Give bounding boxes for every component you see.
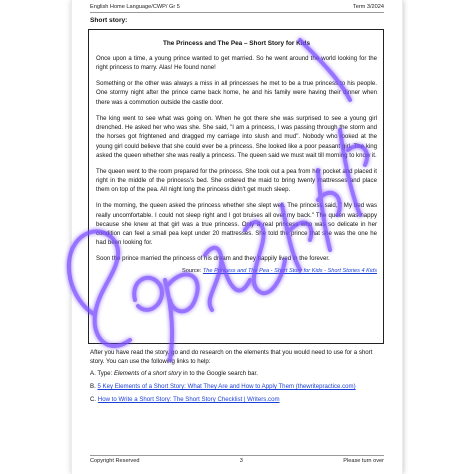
research-item-a <box>90 369 384 378</box>
item-a-label: A. <box>90 369 96 377</box>
story-paragraph-3: The king went to see what was going on. When he got there she was surprised to see a young girl drenched. He asked her who was she. She said, "I am a princess, I was passing through the storm and the horses got frightened and dragged my carriage into slush and mud". Nobody who looked at the young girl could believe that she could ever be a princess. She looked like a poor peasant girl. The king asked the queen whether she was really a princess. The queen said we must wait till morning to know it. <box>96 114 377 159</box>
story-paragraph-4: The queen went to the room prepared for the princess. She took out a pea from her pocket and placed it right in the middle of the princess's bed. She ordered the maid to bring twenty mattresses and place them on top of the pea. All night long the princess didn't get much sleep. <box>96 167 377 194</box>
header-subject: English Home Language/CWP/ Gr 5 <box>90 4 180 10</box>
item-c-link[interactable]: How to Write a Short Story: The Short Story Checklist | Writers.com <box>97 396 280 404</box>
source-prefix: Source: <box>182 268 203 275</box>
header-term: Term 3/2024 <box>352 4 384 10</box>
research-item-c <box>90 395 384 404</box>
story-paragraph-2: Something or the other was always a miss in all princesses he met to be a true princess to his people. One stormy night after the prince came back home, he and his family were having their dinner when there was a commotion outside the castle door. <box>96 80 377 106</box>
item-a-prefix: Type: <box>97 369 114 377</box>
story-paragraph-1: Once upon a time, a young prince wanted to get married. So he went around the world looking for the right princess to marry. Alas! He found none! <box>96 55 377 72</box>
item-b-link[interactable]: 5 Key Elements of a Short Story: What They Are and How to Apply Them (thewritepractice.com) <box>97 382 356 390</box>
item-b-label: B. <box>90 382 96 390</box>
page-header <box>90 4 384 10</box>
header-divider <box>90 12 384 13</box>
story-paragraph-6: Soon the prince married the princess of his dream and they happily lived in the forever. <box>96 255 330 263</box>
footer-copyright: Copyright Reserved <box>90 458 140 464</box>
footer-page-number: 3 <box>239 458 243 464</box>
footer-divider <box>90 455 384 456</box>
story-source <box>96 268 377 274</box>
footer-turn-over: Please turn over <box>343 458 384 464</box>
item-c-label: C. <box>90 396 97 404</box>
item-a-search-term: Elements of a short story <box>113 369 182 377</box>
story-title: The Princess and The Pea – Short Story for Kids <box>162 40 311 47</box>
story-paragraph-5: In the morning, the queen asked the princess whether she slept well. The princess said, " My bed was really uncomfortable. I could not sleep right and I got bruises all over my back." The queen was happy because she knew at that girl was a true princess. Only a real princess who was so delicate in her condition can feel a small pea kept under 20 mattresses. She told the prince that she was the one he had been looking for. <box>96 202 377 247</box>
section-title: Short story: <box>90 17 128 24</box>
source-link[interactable]: The Princess and The Pea - Short Story for Kids - Short Stories 4 Kids <box>202 268 377 275</box>
document-page <box>72 0 402 474</box>
item-a-suffix: in to the Google search bar. <box>181 369 258 377</box>
story-box <box>88 29 384 344</box>
research-intro: After you have read the story, go and do research on the elements that you would need to use for a short story. You can use the following links to help: <box>90 349 373 366</box>
research-instructions <box>90 348 384 408</box>
research-item-b <box>90 382 384 391</box>
page-footer <box>90 458 384 464</box>
